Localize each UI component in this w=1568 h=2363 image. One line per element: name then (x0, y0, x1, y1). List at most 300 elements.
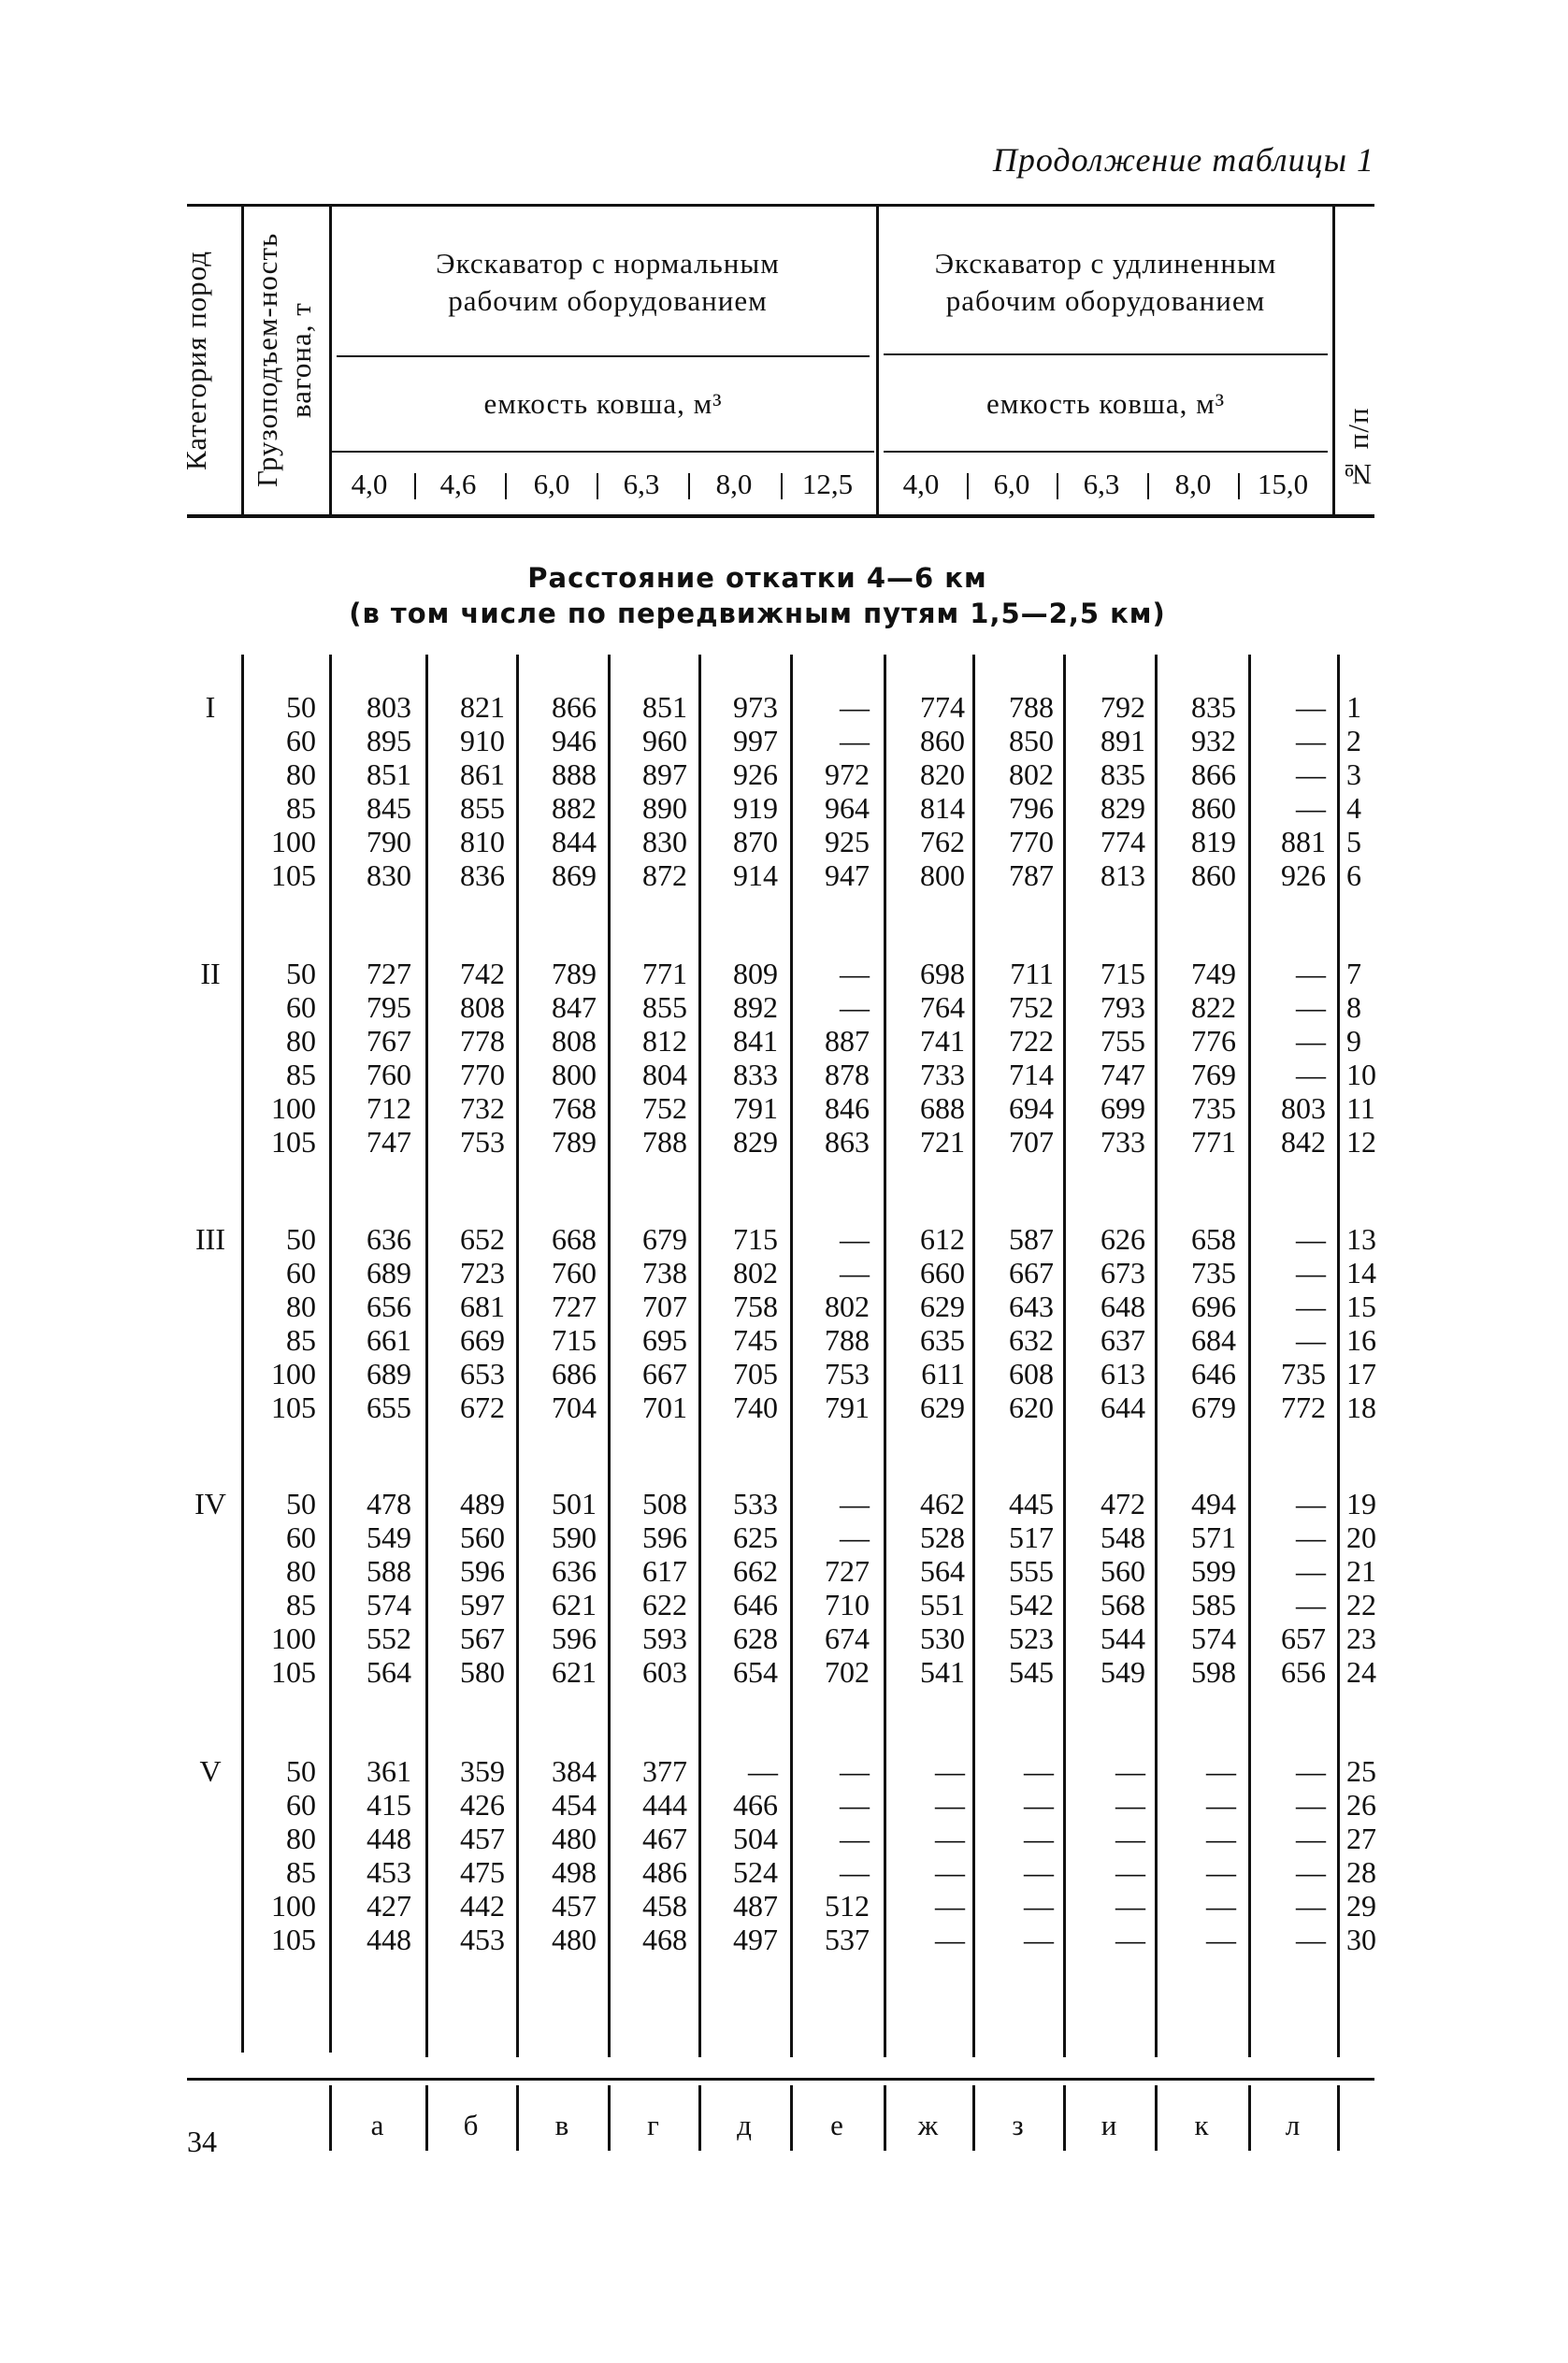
capacity-cell: 105 (271, 1923, 316, 1956)
value-column-е (804, 1222, 870, 1424)
row-number-cell: 21 (1346, 1554, 1376, 1588)
value-cell: 635 (920, 1323, 965, 1357)
value-cell: 833 (733, 1058, 778, 1091)
body-column-separator (1063, 655, 1066, 2057)
value-cell: — (1296, 724, 1326, 757)
value-column-а (346, 1487, 411, 1689)
capacity-cell: 85 (286, 1323, 316, 1357)
value-cell: 694 (1009, 1091, 1054, 1125)
value-column-д (712, 690, 778, 892)
value-cell: 603 (642, 1655, 687, 1689)
bucket-separator (781, 473, 783, 499)
value-cell: 804 (642, 1058, 687, 1091)
value-column-ж (899, 957, 965, 1159)
rock-category: II (200, 957, 221, 990)
value-cell: — (1206, 1788, 1236, 1822)
value-cell: 890 (642, 791, 687, 825)
value-cell: 468 (642, 1923, 687, 1956)
value-column-з (988, 690, 1054, 892)
capacity-cell: 60 (286, 990, 316, 1024)
value-cell: 851 (367, 757, 411, 791)
value-cell: 620 (1009, 1390, 1054, 1424)
footer-column-separator (329, 2085, 332, 2151)
value-cell: 596 (460, 1554, 505, 1588)
continuation-caption: Продолжение таблицы 1 (992, 141, 1374, 179)
value-cell: 752 (1009, 990, 1054, 1024)
value-cell: 714 (1009, 1058, 1054, 1091)
footer-column-separator (1337, 2085, 1340, 2151)
value-cell: 747 (367, 1125, 411, 1159)
value-cell: 669 (460, 1323, 505, 1357)
value-column-в (531, 1754, 597, 1956)
value-cell: 658 (1191, 1222, 1236, 1256)
value-cell: 508 (642, 1487, 687, 1520)
row-number-cell: 22 (1346, 1588, 1376, 1621)
row-number-cell: 9 (1346, 1024, 1361, 1058)
value-cell: 625 (733, 1520, 778, 1554)
value-cell: 596 (552, 1621, 597, 1655)
value-cell: 688 (920, 1091, 965, 1125)
value-cell: 656 (1281, 1655, 1326, 1689)
capacity-cell: 80 (286, 757, 316, 791)
value-cell: — (840, 1487, 870, 1520)
capacity-cell: 85 (286, 1588, 316, 1621)
value-cell: 860 (920, 724, 965, 757)
value-cell: 841 (733, 1024, 778, 1058)
column-letter: б (463, 2109, 479, 2141)
value-cell: 727 (825, 1554, 870, 1588)
value-cell: 745 (733, 1323, 778, 1357)
value-cell: 866 (552, 690, 597, 724)
value-cell: 802 (733, 1256, 778, 1290)
value-cell: 661 (367, 1323, 411, 1357)
value-column-е (804, 957, 870, 1159)
capacity-cell: 60 (286, 1788, 316, 1822)
value-cell: 764 (920, 990, 965, 1024)
value-cell: 653 (460, 1357, 505, 1390)
value-column-з (988, 1222, 1054, 1424)
value-cell: 696 (1191, 1290, 1236, 1323)
row-number-cell: 12 (1346, 1125, 1376, 1159)
column-letter: г (647, 2109, 659, 2141)
value-cell: 795 (367, 990, 411, 1024)
header-normal-title: Экскаватор с нормальным рабочим оборудованием (436, 247, 780, 317)
value-column-к (1171, 1754, 1236, 1956)
value-cell: 808 (460, 990, 505, 1024)
value-cell: 608 (1009, 1357, 1054, 1390)
value-column-к (1171, 690, 1236, 892)
value-cell: — (1296, 791, 1326, 825)
value-cell: — (1296, 1554, 1326, 1588)
row-number-cell: 1 (1346, 690, 1361, 724)
footer-column-separator (1063, 2085, 1066, 2151)
bucket-separator (597, 473, 598, 499)
value-cell: 796 (1009, 791, 1054, 825)
value-cell: — (1296, 757, 1326, 791)
value-column-ж (899, 690, 965, 892)
value-cell: 560 (1100, 1554, 1145, 1588)
column-letter: а (370, 2109, 384, 2141)
value-cell: 574 (367, 1588, 411, 1621)
value-cell: 657 (1281, 1621, 1326, 1655)
value-cell: 881 (1281, 825, 1326, 858)
value-cell: 646 (733, 1588, 778, 1621)
value-cell: 721 (920, 1125, 965, 1159)
value-cell: 552 (367, 1621, 411, 1655)
value-cell: 722 (1009, 1024, 1054, 1058)
value-column-к (1171, 957, 1236, 1159)
value-column-б (439, 1754, 505, 1956)
value-cell: 882 (552, 791, 597, 825)
value-cell: 359 (460, 1754, 505, 1788)
bucket-size: 4,0 (902, 468, 940, 500)
value-cell: 914 (733, 858, 778, 892)
value-cell: 622 (642, 1588, 687, 1621)
value-cell: 926 (733, 757, 778, 791)
value-cell: 486 (642, 1855, 687, 1889)
value-cell: 674 (825, 1621, 870, 1655)
value-cell: 512 (825, 1889, 870, 1923)
value-cell: 684 (1191, 1323, 1236, 1357)
value-cell: 548 (1100, 1520, 1145, 1554)
value-column-ж (899, 1754, 965, 1956)
value-cell: 791 (733, 1091, 778, 1125)
value-column-и (1080, 957, 1145, 1159)
body-column-separator (516, 655, 519, 2057)
value-column-а (346, 690, 411, 892)
value-cell: — (1296, 957, 1326, 990)
value-cell: 861 (460, 757, 505, 791)
bucket-size: 15,0 (1257, 468, 1309, 500)
value-cell: 790 (367, 825, 411, 858)
value-cell: 611 (921, 1357, 965, 1390)
value-cell: 588 (367, 1554, 411, 1588)
value-cell: 845 (367, 791, 411, 825)
value-column-и (1080, 1222, 1145, 1424)
row-number-cell: 26 (1346, 1788, 1376, 1822)
value-cell: — (748, 1754, 778, 1788)
row-number-column (1346, 957, 1384, 1159)
value-column-б (439, 957, 505, 1159)
value-column-г (622, 1754, 687, 1956)
value-cell: 711 (1010, 957, 1054, 990)
row-number-cell: 16 (1346, 1323, 1376, 1357)
value-cell: 580 (460, 1655, 505, 1689)
value-cell: 808 (552, 1024, 597, 1058)
value-cell: — (1024, 1855, 1054, 1889)
value-cell: 863 (825, 1125, 870, 1159)
value-cell: 788 (1009, 690, 1054, 724)
value-cell: — (1296, 1754, 1326, 1788)
value-cell: 705 (733, 1357, 778, 1390)
value-cell: — (840, 1520, 870, 1554)
value-cell: — (1296, 1588, 1326, 1621)
value-cell: 747 (1100, 1058, 1145, 1091)
value-cell: 427 (367, 1889, 411, 1923)
value-column-л (1260, 690, 1326, 892)
header-vline-3 (876, 206, 879, 516)
value-cell: 830 (642, 825, 687, 858)
value-cell: 774 (920, 690, 965, 724)
footer-column-separator (698, 2085, 701, 2151)
value-cell: — (1206, 1754, 1236, 1788)
row-number-cell: 27 (1346, 1822, 1376, 1855)
value-cell: 770 (460, 1058, 505, 1091)
value-cell: — (1296, 990, 1326, 1024)
value-cell: 628 (733, 1621, 778, 1655)
value-cell: 788 (642, 1125, 687, 1159)
header-mid-rule-normal (337, 355, 870, 357)
body-column-separator (1155, 655, 1158, 2057)
header-extended-title: Экскаватор с удлиненным рабочим оборудованием (934, 247, 1277, 317)
value-cell: — (935, 1754, 965, 1788)
body-column-separator (329, 655, 332, 2053)
value-cell: 735 (1191, 1256, 1236, 1290)
header-capacity-label (251, 215, 325, 505)
value-cell: 844 (552, 825, 597, 858)
bucket-separator (505, 473, 507, 499)
value-cell: 648 (1100, 1290, 1145, 1323)
row-number-column (1346, 1487, 1384, 1689)
capacity-cell: 100 (271, 1357, 316, 1390)
value-cell: — (1115, 1754, 1145, 1788)
value-cell: 660 (920, 1256, 965, 1290)
value-cell: 758 (733, 1290, 778, 1323)
capacity-column (252, 690, 316, 892)
value-cell: 715 (552, 1323, 597, 1357)
value-cell: 851 (642, 690, 687, 724)
header-bottom-rule (187, 514, 1374, 518)
value-cell: — (840, 1754, 870, 1788)
value-cell: 727 (552, 1290, 597, 1323)
row-number-cell: 2 (1346, 724, 1361, 757)
value-cell: 791 (825, 1390, 870, 1424)
value-cell: 466 (733, 1788, 778, 1822)
value-cell: 590 (552, 1520, 597, 1554)
body-column-separator (972, 655, 975, 2057)
value-column-б (439, 690, 505, 892)
value-cell: — (840, 957, 870, 990)
value-cell: 551 (920, 1588, 965, 1621)
value-cell: 445 (1009, 1487, 1054, 1520)
value-cell: 860 (1191, 858, 1236, 892)
value-cell: 855 (642, 990, 687, 1024)
value-cell: 740 (733, 1390, 778, 1424)
body-column-separator (1337, 655, 1340, 2057)
value-cell: 707 (1009, 1125, 1054, 1159)
capacity-cell: 50 (286, 957, 316, 990)
value-cell: 629 (920, 1390, 965, 1424)
row-number-cell: 11 (1346, 1091, 1375, 1125)
column-letter: д (737, 2109, 752, 2141)
value-cell: 802 (1009, 757, 1054, 791)
bucket-separator (967, 473, 969, 499)
bucket-size: 6,3 (1083, 468, 1120, 500)
bucket-size: 4,0 (351, 468, 388, 500)
capacity-cell: 85 (286, 1058, 316, 1091)
value-cell: 599 (1191, 1554, 1236, 1588)
value-cell: 626 (1100, 1222, 1145, 1256)
page-number: 34 (187, 2125, 217, 2158)
row-number-column (1346, 690, 1384, 892)
value-column-з (988, 1754, 1054, 1956)
value-cell: 689 (367, 1256, 411, 1290)
value-column-в (531, 1222, 597, 1424)
value-cell: 787 (1009, 858, 1054, 892)
value-cell: 866 (1191, 757, 1236, 791)
value-cell: 735 (1191, 1091, 1236, 1125)
value-cell: 735 (1281, 1357, 1326, 1390)
value-cell: 803 (1281, 1091, 1326, 1125)
value-cell: 667 (642, 1357, 687, 1390)
row-number-cell: 24 (1346, 1655, 1376, 1689)
value-cell: 836 (460, 858, 505, 892)
value-cell: 847 (552, 990, 597, 1024)
value-cell: 478 (367, 1487, 411, 1520)
value-cell: 545 (1009, 1655, 1054, 1689)
value-cell: 681 (460, 1290, 505, 1323)
value-column-и (1080, 1487, 1145, 1689)
value-cell: 972 (825, 757, 870, 791)
value-cell: 498 (552, 1855, 597, 1889)
value-cell: 567 (460, 1621, 505, 1655)
row-number-cell: 7 (1346, 957, 1361, 990)
value-cell: 467 (642, 1822, 687, 1855)
row-number-cell: 30 (1346, 1923, 1376, 1956)
capacity-cell: 60 (286, 1520, 316, 1554)
column-letter: л (1285, 2109, 1301, 2141)
header-capacity-text: Грузоподъем-ность вагона, т (251, 232, 317, 488)
value-cell: 598 (1191, 1655, 1236, 1689)
header-vline-1 (241, 206, 244, 516)
value-cell: — (1115, 1788, 1145, 1822)
value-cell: 789 (552, 957, 597, 990)
value-cell: 715 (733, 1222, 778, 1256)
value-cell: 384 (552, 1754, 597, 1788)
value-cell: — (1296, 1855, 1326, 1889)
value-cell: 644 (1100, 1390, 1145, 1424)
value-cell: 707 (642, 1290, 687, 1323)
value-column-ж (899, 1222, 965, 1424)
value-cell: 919 (733, 791, 778, 825)
capacity-cell: 105 (271, 858, 316, 892)
value-column-л (1260, 957, 1326, 1159)
header-bucket-label-normal: емкость ковша, м³ (483, 387, 723, 420)
value-cell: — (1296, 1058, 1326, 1091)
row-number-cell: 18 (1346, 1390, 1376, 1424)
value-cell: 888 (552, 757, 597, 791)
value-cell: 702 (825, 1655, 870, 1689)
bucket-size: 4,6 (439, 468, 477, 500)
value-cell: — (840, 690, 870, 724)
value-cell: — (1296, 1822, 1326, 1855)
row-number-cell: 15 (1346, 1290, 1376, 1323)
value-column-д (712, 1754, 778, 1956)
value-cell: 523 (1009, 1621, 1054, 1655)
value-cell: 897 (642, 757, 687, 791)
capacity-cell: 100 (271, 825, 316, 858)
value-cell: 613 (1100, 1357, 1145, 1390)
value-cell: — (1115, 1855, 1145, 1889)
value-column-е (804, 1487, 870, 1689)
value-cell: 695 (642, 1323, 687, 1357)
row-number-cell: 28 (1346, 1855, 1376, 1889)
value-column-з (988, 1487, 1054, 1689)
value-cell: — (1296, 1256, 1326, 1290)
value-cell: 835 (1191, 690, 1236, 724)
header-mid-rule-extended (884, 353, 1328, 355)
value-cell: 768 (552, 1091, 597, 1125)
value-column-и (1080, 690, 1145, 892)
value-column-г (622, 1487, 687, 1689)
value-cell: 480 (552, 1822, 597, 1855)
value-cell: 587 (1009, 1222, 1054, 1256)
value-cell: 453 (367, 1855, 411, 1889)
value-cell: — (1206, 1923, 1236, 1956)
value-cell: 542 (1009, 1588, 1054, 1621)
value-cell: 636 (552, 1554, 597, 1588)
value-cell: 846 (825, 1091, 870, 1125)
footer-column-separator (884, 2085, 886, 2151)
value-cell: 755 (1100, 1024, 1145, 1058)
column-letter: е (830, 2109, 843, 2141)
value-cell: 701 (642, 1390, 687, 1424)
value-cell: 997 (733, 724, 778, 757)
value-cell: 667 (1009, 1256, 1054, 1290)
value-column-а (346, 957, 411, 1159)
value-cell: 377 (642, 1754, 687, 1788)
capacity-cell: 85 (286, 791, 316, 825)
value-cell: 895 (367, 724, 411, 757)
value-cell: 753 (825, 1357, 870, 1390)
value-cell: 643 (1009, 1290, 1054, 1323)
value-cell: — (1115, 1889, 1145, 1923)
value-cell: 772 (1281, 1390, 1326, 1424)
footer-rule (187, 2078, 1374, 2081)
value-cell: — (840, 1222, 870, 1256)
value-cell: 732 (460, 1091, 505, 1125)
value-cell: 738 (642, 1256, 687, 1290)
value-cell: 652 (460, 1222, 505, 1256)
capacity-cell: 100 (271, 1889, 316, 1923)
value-cell: 762 (920, 825, 965, 858)
value-column-г (622, 690, 687, 892)
capacity-cell: 80 (286, 1024, 316, 1058)
row-number-cell: 3 (1346, 757, 1361, 791)
value-cell: 453 (460, 1923, 505, 1956)
value-cell: 442 (460, 1889, 505, 1923)
value-column-е (804, 1754, 870, 1956)
value-cell: 774 (1100, 825, 1145, 858)
value-cell: 679 (1191, 1390, 1236, 1424)
value-cell: 771 (642, 957, 687, 990)
bucket-size: 6,0 (993, 468, 1030, 500)
value-cell: 810 (460, 825, 505, 858)
value-cell: — (1296, 1520, 1326, 1554)
rock-category: III (195, 1222, 225, 1256)
value-cell: 869 (552, 858, 597, 892)
value-cell: 617 (642, 1554, 687, 1588)
header-bucket-rule-extended (884, 451, 1328, 453)
value-cell: 960 (642, 724, 687, 757)
footer-column-separator (425, 2085, 428, 2151)
value-cell: 462 (920, 1487, 965, 1520)
value-cell: 475 (460, 1855, 505, 1889)
row-number-cell: 20 (1346, 1520, 1376, 1554)
footer-column-separator (1248, 2085, 1251, 2151)
value-cell: 497 (733, 1923, 778, 1956)
value-cell: 850 (1009, 724, 1054, 757)
